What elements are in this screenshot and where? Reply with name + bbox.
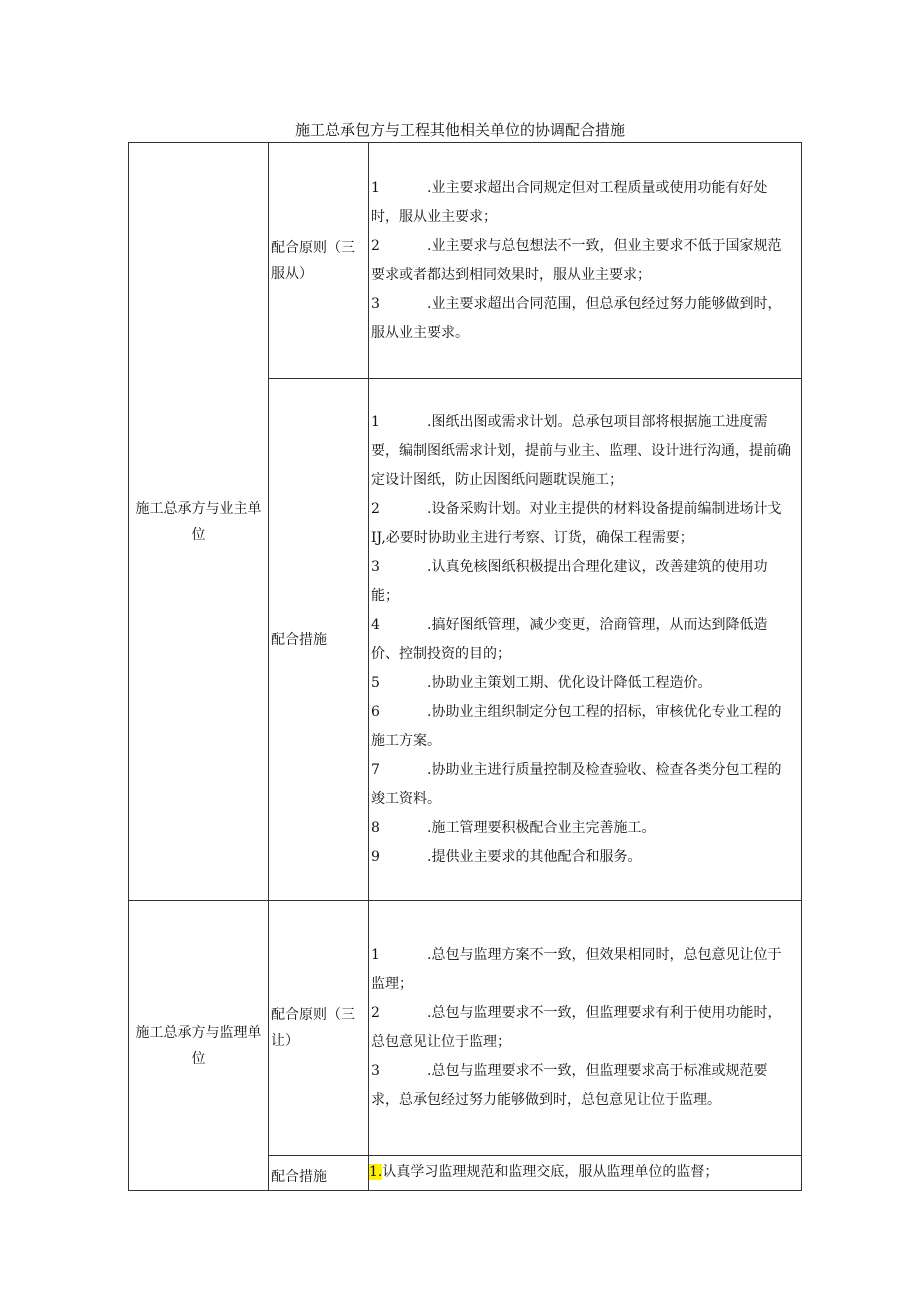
list-item: 8 .施工管理要积极配合业主完善施工。 bbox=[371, 819, 656, 836]
row-label: 配合措施 bbox=[271, 1169, 327, 1185]
list-item: 1.认真学习监理规范和监理交底，服从监理单位的监督； bbox=[369, 1164, 719, 1180]
list-item: 3 .总包与监理要求不一致，但监理要求高于标准或规范要求，总承包经过努力能够做到时，总包意见让位于监理。 bbox=[371, 1063, 768, 1108]
label-cell bbox=[269, 379, 369, 901]
label-cell bbox=[269, 1156, 369, 1191]
coordination-table bbox=[128, 142, 802, 1191]
list-item: 9 .提供业主要求的其他配合和服务。 bbox=[371, 848, 642, 865]
items-cell bbox=[369, 379, 802, 901]
list-item: 4 .搞好图纸管理，减少变更，洽商管理，从而达到降低造价、控制投资的目的； bbox=[371, 616, 768, 662]
list-item: 1 .图纸出图或需求计划。总承包项目部将根据施工进度需要，编制图纸需求计划，提前与业主、监理、设计进行沟通，提前确定设计图纸，防止因图纸问题耽误施工； bbox=[371, 413, 791, 488]
row-label: 配合原则（三服从） bbox=[271, 239, 355, 282]
list-item: 3 .认真免核图纸积极提出合理化建议，改善建筑的使用功能； bbox=[371, 558, 768, 604]
label-cell bbox=[269, 901, 369, 1156]
list-item: 2 .总包与监理要求不一致，但监理要求有利于使用功能时，总包意见让位于监理； bbox=[371, 1005, 782, 1050]
items-cell bbox=[369, 1156, 802, 1191]
party-label: 施工总承方与业主单位 bbox=[135, 500, 262, 543]
party-label: 施工总承方与监理单位 bbox=[135, 1024, 262, 1067]
items-cell bbox=[369, 901, 802, 1156]
list-item: 1 .总包与监理方案不一致，但效果相同时，总包意见让位于监理； bbox=[371, 947, 782, 992]
list-item: 7 .协助业主进行质量控制及检查验收、检查各类分包工程的竣工资料。 bbox=[371, 761, 782, 807]
row-label: 配合原则（三让） bbox=[271, 1007, 355, 1049]
list-item: 1 .业主要求超出合同规定但对工程质量或使用功能有好处时，服从业主要求； bbox=[371, 179, 768, 225]
list-item: 2 .设备采购计划。对业主提供的材料设备提前编制进场计戈IJ,必要时协助业主进行考察、订货，确保工程需要； bbox=[371, 500, 782, 546]
items-cell bbox=[369, 143, 802, 379]
list-item: 2 .业主要求与总包想法不一致，但业主要求不低于国家规范要求或者都达到相同效果时，服从业主要求； bbox=[371, 237, 782, 283]
list-item: 5 .协助业主策划工期、优化设计降低工程造价。 bbox=[371, 674, 712, 691]
party-cell bbox=[129, 143, 269, 901]
page-title: 施工总承包方与工程其他相关单位的协调配合措施 bbox=[294, 121, 625, 139]
table-row bbox=[129, 143, 802, 379]
list-item: 3 .业主要求超出合同范围，但总承包经过努力能够做到时，服从业主要求。 bbox=[371, 295, 782, 341]
party-cell bbox=[129, 901, 269, 1191]
table-row bbox=[129, 901, 802, 1156]
highlighted-number: 1. bbox=[369, 1164, 383, 1180]
row-label: 配合措施 bbox=[271, 631, 327, 648]
list-item: 6 .协助业主组织制定分包工程的招标，审核优化专业工程的施工方案。 bbox=[371, 703, 782, 749]
label-cell bbox=[269, 143, 369, 379]
